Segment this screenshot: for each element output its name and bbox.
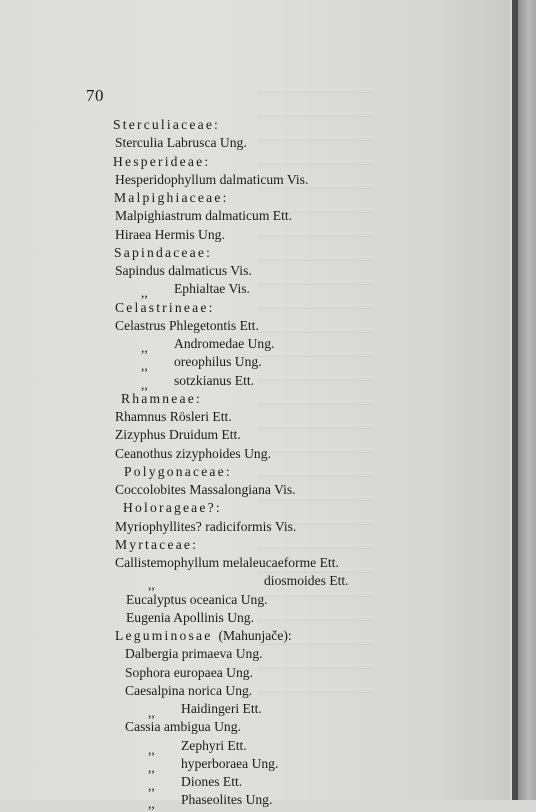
species-entry: Coccolobites Massalongiana Vis. (115, 482, 296, 497)
ditto-mark: ,, (148, 759, 155, 775)
species-entry: Eucalyptus oceanica Ung. (126, 591, 268, 607)
family-name: Celastrineae: (115, 299, 215, 315)
species-entry: Eugenia Apollinis Ung. (126, 609, 254, 625)
family-name: Holorageae?: (123, 500, 222, 516)
species-entry: Sapindus dalmaticus Vis. (115, 263, 252, 278)
species-epithet: hyperboraea Ung. (181, 755, 279, 771)
species-epithet: Andromedae Ung. (174, 336, 275, 351)
species-entry: Cassia ambigua Ung. (125, 719, 241, 735)
family-name: Leguminosae (115, 628, 213, 643)
ditto-mark: ,, (141, 376, 148, 392)
family-name: Polygonaceae: (124, 463, 232, 479)
species-epithet: Diones Ett. (181, 774, 243, 789)
family-heading (124, 464, 232, 480)
species-entry: Dalbergia primaeva Ung. (125, 646, 263, 662)
page-number: 70 (86, 86, 104, 105)
family-name: Malpighiaceae: (114, 190, 229, 205)
species-epithet: Haidingeri Ett. (181, 701, 262, 716)
species-entry: Malpighiastrum dalmaticum Ett. (115, 208, 293, 224)
family-common-name: (Mahunjače): (218, 628, 292, 643)
species-epithet: diosmoides Ett. (264, 573, 349, 589)
ditto-mark: ,, (141, 358, 148, 374)
species-entry: Sterculia Labrusca Ung. (115, 135, 247, 151)
family-name: Sapindaceae: (114, 244, 213, 260)
species-entry: Callistemophyllum melaleucaeforme Ett. (115, 555, 339, 570)
family-name: Myrtaceae: (115, 536, 199, 552)
species-entry: Sophora europaea Ung. (125, 664, 253, 680)
ditto-mark: ,, (148, 741, 155, 757)
species-entry: Caesalpina norica Ung. (125, 682, 253, 698)
ditto-mark: ,, (148, 705, 155, 720)
family-name: Rhamneae: (121, 390, 202, 406)
ditto-mark: ,, (148, 577, 155, 593)
species-epithet: Zephyri Ett. (181, 737, 247, 753)
family-name: Sterculiaceae: (113, 117, 221, 132)
family-heading (115, 300, 215, 316)
family-heading (114, 190, 229, 206)
ditto-mark: ,, (141, 340, 148, 355)
ditto-mark: ,, (148, 778, 155, 793)
family-heading (115, 537, 198, 553)
species-epithet: sotzkianus Ett. (174, 372, 255, 388)
species-epithet: Ephialtae Vis. (174, 281, 250, 297)
family-heading (121, 391, 202, 407)
species-entry: Zizyphus Druidum Ett. (115, 427, 241, 443)
species-entry: Ceanothus zizyphoides Ung. (115, 445, 271, 461)
species-entry: Rhamnus Rösleri Ett. (115, 409, 232, 424)
family-heading (123, 500, 222, 516)
adjacent-page-edge (518, 0, 536, 800)
species-entry: Celastrus Phlegetontis Ett. (115, 317, 259, 333)
ditto-mark: ,, (148, 796, 155, 812)
family-heading (114, 245, 212, 261)
species-entry: Hesperidophyllum dalmaticum Vis. (115, 171, 309, 187)
species-epithet: Phaseolites Ung. (181, 792, 273, 808)
species-epithet: oreophilus Ung. (174, 354, 262, 370)
species-entry: Hiraea Hermis Ung. (115, 226, 225, 242)
family-heading (115, 628, 292, 644)
family-heading (113, 117, 220, 133)
species-entry: Myriophyllites? radiciformis Vis. (115, 518, 297, 534)
ditto-mark: ,, (141, 285, 148, 301)
family-heading (113, 154, 210, 170)
family-name: Hesperideae: (113, 153, 211, 169)
